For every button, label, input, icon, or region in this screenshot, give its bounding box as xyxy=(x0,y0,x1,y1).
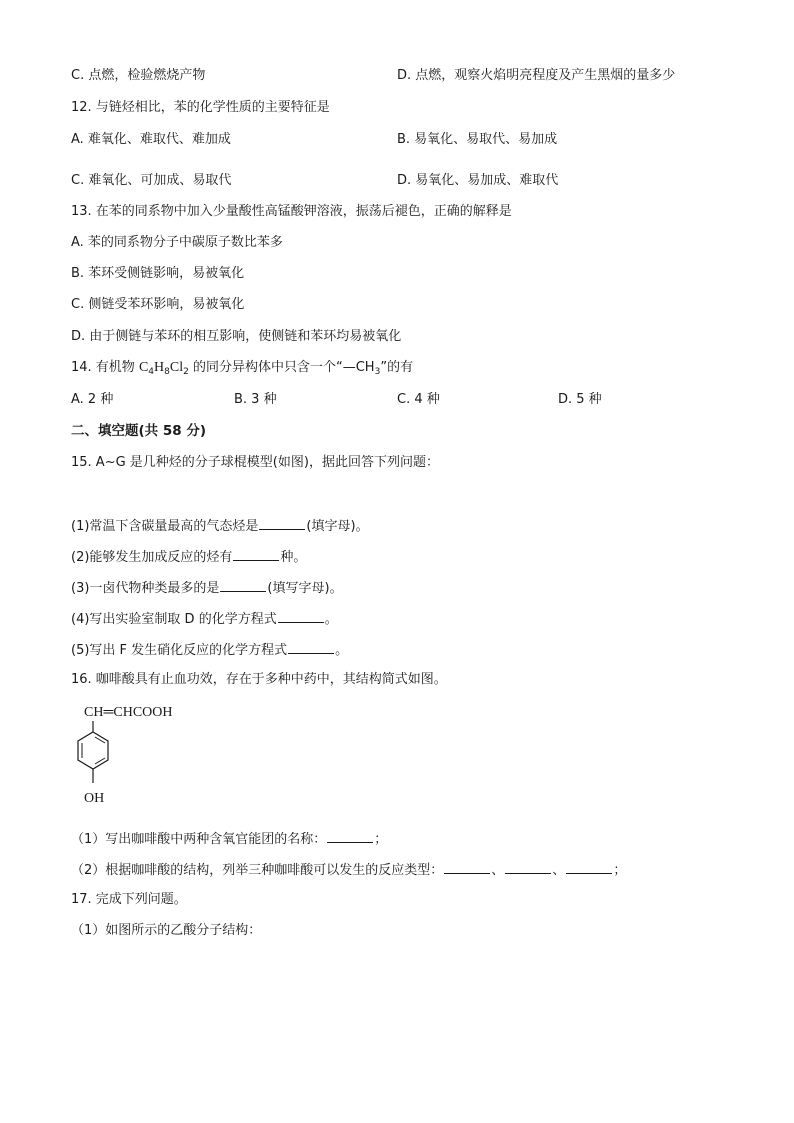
q17-part-1: （1）如图所示的乙酸分子结构： xyxy=(71,923,262,938)
separator: 、 xyxy=(491,863,505,878)
formula-cl: Cl xyxy=(169,360,184,375)
q15-part-2-text: (2)能够发生加成反应的烃有 xyxy=(71,550,233,565)
q12-option-d: D. 易氧化、易加成、难取代 xyxy=(397,173,559,188)
separator: 、 xyxy=(552,863,566,878)
q14-stem-suffix: ”的有 xyxy=(380,360,414,375)
q17-stem: 17. 完成下列问题。 xyxy=(71,892,187,907)
answer-blank xyxy=(327,829,373,843)
q15-part-3 xyxy=(71,578,343,598)
answer-blank xyxy=(278,609,324,623)
q15-part-1-text: (1)常温下含碳量最高的气态烃是 xyxy=(71,519,259,534)
q15-part-1 xyxy=(71,516,369,536)
q15-part-5-suffix: 。 xyxy=(335,643,349,658)
q15-part-5-text: (5)写出 F 发生硝化反应的化学方程式 xyxy=(71,643,288,658)
formula-h-count: 8 xyxy=(164,367,170,377)
q14-stem xyxy=(71,359,413,381)
q15-part-1-suffix: (填字母)。 xyxy=(306,519,369,534)
q15-part-4-text: (4)写出实验室制取 D 的化学方程式 xyxy=(71,612,277,627)
answer-blank xyxy=(233,547,279,561)
q15-part-3-text: (3)一卤代物种类最多的是 xyxy=(71,581,220,596)
q16-part-2-suffix: ； xyxy=(613,863,627,878)
formula-h: H xyxy=(154,360,165,375)
q12-stem: 12. 与链烃相比，苯的化学性质的主要特征是 xyxy=(71,100,330,115)
q15-part-3-suffix: (填写字母)。 xyxy=(267,581,343,596)
q11-option-c: C. 点燃，检验燃烧产物 xyxy=(71,68,206,83)
q15-part-4-suffix: 。 xyxy=(324,612,338,627)
q14-option-c: C. 4 种 xyxy=(397,392,440,407)
q14-stem-mid: 的同分异构体中只含一个“—CH xyxy=(188,360,375,375)
q13-option-b: B. 苯环受侧链影响，易被氧化 xyxy=(71,266,245,281)
q15-part-5 xyxy=(71,640,348,660)
answer-blank xyxy=(566,860,612,874)
formula-cl-count: 2 xyxy=(183,367,189,377)
answer-blank xyxy=(288,640,334,654)
q12-option-b: B. 易氧化、易取代、易加成 xyxy=(397,132,558,147)
q12-option-c: C. 难氧化、可加成、易取代 xyxy=(71,173,232,188)
q12-option-a: A. 难氧化、难取代、难加成 xyxy=(71,132,231,147)
formula-c: C xyxy=(138,360,149,375)
q15-part-2 xyxy=(71,547,306,567)
methyl-h-count: 3 xyxy=(374,367,381,377)
q16-part-1-suffix: ； xyxy=(374,832,388,847)
structure-bottom-group: OH xyxy=(84,791,105,806)
q13-option-c: C. 侧链受苯环影响，易被氧化 xyxy=(71,297,245,312)
q16-stem: 16. 咖啡酸具有止血功效，存在于多种中药中，其结构简式如图。 xyxy=(71,672,447,687)
answer-blank xyxy=(220,578,266,592)
q15-part-2-suffix: 种。 xyxy=(280,550,307,565)
structure-top-group: CH═CHCOOH xyxy=(84,705,173,720)
q13-option-d: D. 由于侧链与苯环的相互影响，使侧链和苯环均易被氧化 xyxy=(71,329,402,344)
q16-part-1-text: （1）写出咖啡酸中两种含氧官能团的名称： xyxy=(71,832,327,847)
answer-blank xyxy=(444,860,490,874)
q13-stem: 13. 在苯的同系物中加入少量酸性高锰酸钾溶液，振荡后褪色，正确的解释是 xyxy=(71,204,512,219)
q14-stem-prefix: 14. 有机物 xyxy=(71,360,139,375)
q16-part-1 xyxy=(71,829,387,849)
q13-option-a: A. 苯的同系物分子中碳原子数比苯多 xyxy=(71,235,283,250)
answer-blank xyxy=(505,860,551,874)
formula-c-count: 4 xyxy=(148,367,155,377)
q14-option-b: B. 3 种 xyxy=(234,392,277,407)
q16-part-2 xyxy=(71,860,626,880)
section-title: 二、填空题(共 58 分) xyxy=(71,423,207,439)
q16-part-2-text: （2）根据咖啡酸的结构，列举三种咖啡酸可以发生的反应类型： xyxy=(71,863,444,878)
q11-option-d: D. 点燃，观察火焰明亮程度及产生黑烟的量多少 xyxy=(397,68,676,83)
q15-part-4 xyxy=(71,609,338,629)
q15-stem: 15. A~G 是几种烃的分子球棍模型(如图)，据此回答下列问题： xyxy=(71,455,439,470)
q14-option-d: D. 5 种 xyxy=(558,392,602,407)
answer-blank xyxy=(259,516,305,530)
q14-option-a: A. 2 种 xyxy=(71,392,114,407)
caffeic-acid-structure xyxy=(60,698,230,816)
